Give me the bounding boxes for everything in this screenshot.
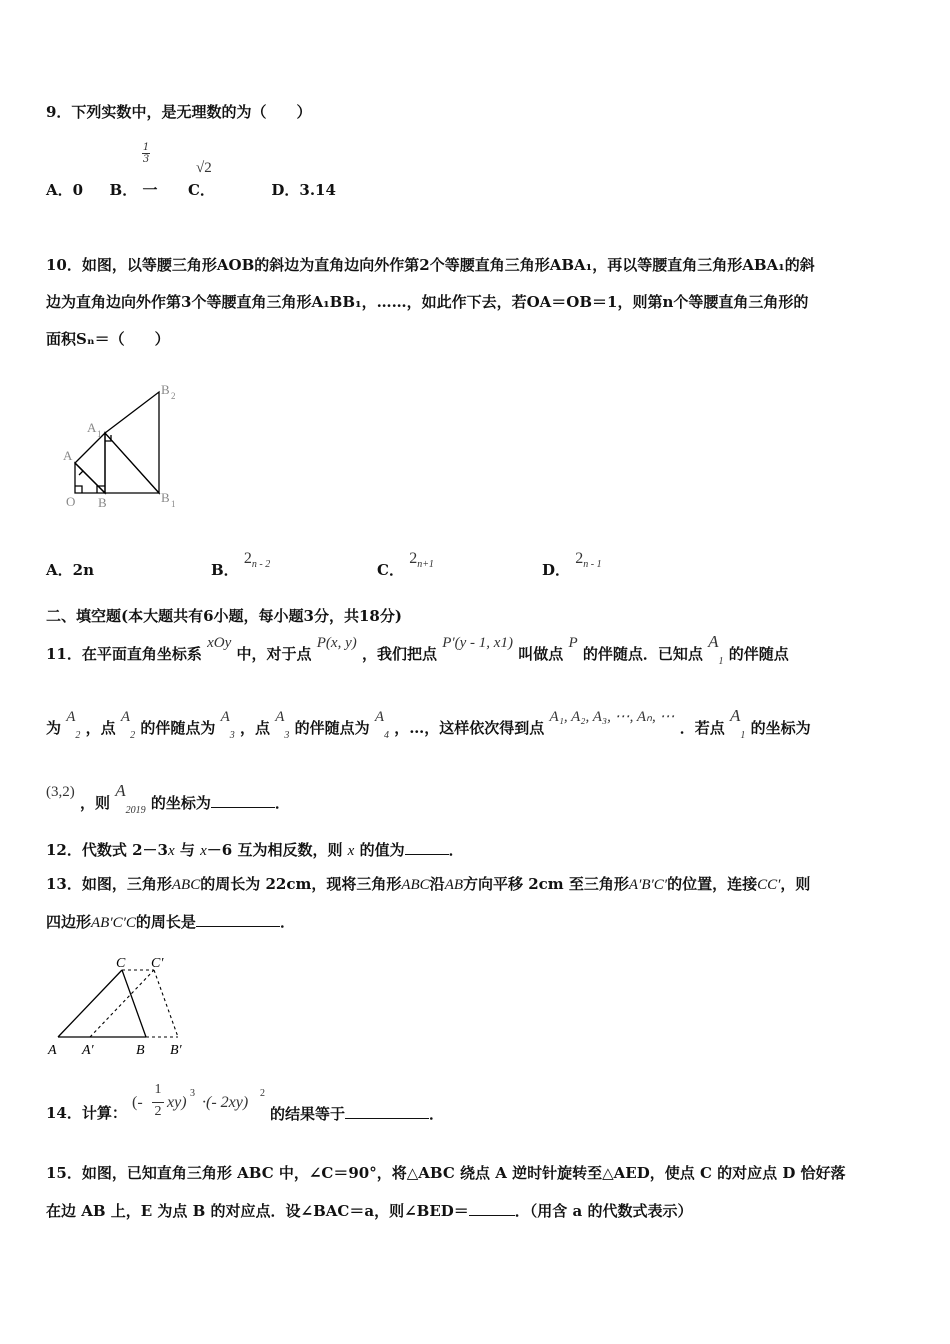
q9-option-a: A．0 (46, 181, 84, 199)
q9-stem: 9．下列实数中，是无理数的为（ ） (46, 103, 312, 121)
q10-option-c-base: 2 (409, 550, 418, 567)
q11-point-p-prime: P′(y - 1, x1) (442, 635, 513, 651)
triangle-aba1 (75, 433, 105, 493)
q10-option-b-base: 2 (243, 550, 252, 567)
q10-option-a: A．2n (46, 561, 94, 579)
label-c-prime: C′ (151, 956, 164, 971)
label-b1: B (161, 490, 170, 505)
label-a1-sub: 1 (97, 429, 102, 439)
q9-fraction (142, 142, 150, 165)
segment-ac (58, 970, 122, 1037)
section-2-title: 二、填空题(本大题共有6小题，每小题3分，共18分) (46, 607, 402, 625)
q10-option-c: C． $2^{n+1}$ (377, 550, 434, 579)
q14-frac-num: 1 (154, 1082, 162, 1097)
label-b-prime: B′ (170, 1043, 182, 1058)
label-a1: A (87, 420, 97, 435)
q11-sequence: A₁, A₂, A₃, ⋯, Aₙ, ⋯ (549, 709, 675, 725)
q9-options (46, 180, 336, 200)
q10-triangle-figure (55, 380, 190, 520)
segment-cb (122, 970, 146, 1037)
q10-option-d: D． 2$^{n - 1}$ (542, 550, 602, 579)
q13-line2: 四边形AB′C′C的周长是 ． (46, 913, 295, 931)
q13-answer-blank[interactable] (196, 911, 280, 927)
q11-answer-blank[interactable] (211, 792, 275, 808)
q10-line3: 面积Sₙ＝（ ） (46, 330, 170, 348)
q11-xoy: xOy (207, 635, 232, 651)
q10-option-b-exp: n - 2 (251, 559, 271, 570)
right-angle-a (79, 467, 83, 475)
q11-coordinate: (3,2) (46, 784, 75, 800)
label-b: B (136, 1043, 145, 1058)
q12-answer-blank[interactable] (405, 839, 449, 855)
q13-translation-figure (44, 950, 194, 1060)
q14-label: 14．计算： (46, 1104, 127, 1122)
label-b1-sub: 1 (171, 499, 176, 509)
q11-point-p: P(x, y) (316, 635, 357, 651)
q9-option-c: C． (187, 181, 215, 199)
q11-line2: 为 $A_2$ ，点 $A_2$ 的伴随点为 $A_3$ ，点 $A_3$ 的伴随点为 $A_4$ ，…，这样依次得到点 A₁, A₂, A₃, ⋯, Aₙ, ⋯ ．若点 $A_1$ 的坐标为 (46, 706, 811, 741)
q10-line1: 10．如图，以等腰三角形AOB的斜边为直角边向外作第2个等腰直角三角形ABA₁，再以等腰直角三角形ABA₁的斜 (46, 256, 815, 274)
label-o: O (66, 494, 76, 509)
q10-option-d-base: 2 (575, 550, 584, 567)
q12-line: 12．代数式 2－3x 与 x－6 互为相反数，则 x 的值为 ． (46, 841, 464, 859)
right-angle-o (75, 486, 82, 493)
q14-frac-den: 2 (154, 1104, 162, 1119)
triangle-a1b1b2 (105, 392, 159, 493)
segment-cpbp (154, 970, 178, 1037)
q10-option-c-exp: n+1 (417, 559, 434, 570)
label-b2: B (161, 382, 170, 397)
q13-line1: 13．如图，三角形ABC的周长为 22cm，现将三角形ABC沿AB方向平移 2cm 至三角形A′B′C′的位置，连接CC′，则 (46, 875, 811, 893)
q10-option-d-exp: n - 1 (583, 559, 602, 570)
q9-fraction-den: 3 (142, 154, 150, 165)
q15-line2: 在边 AB 上，E 为点 B 的对应点．设∠BAC＝a，则∠BED＝ ．（用含 a 的代数式表示） (46, 1202, 693, 1220)
q9-option-b: B． (109, 181, 138, 199)
q11-line3: (3,2) ，则 $A_{2019}$ 的坐标为 ． (46, 781, 290, 816)
label-b: B (98, 495, 107, 510)
label-b2-sub: 2 (171, 391, 176, 401)
q9-sqrt2: √2 (196, 160, 212, 176)
label-a: A (48, 1043, 57, 1058)
label-c: C (116, 956, 126, 971)
q15-answer-blank[interactable] (469, 1200, 515, 1216)
q9-fraction-num: 1 (142, 142, 150, 153)
segment-apcp (90, 970, 154, 1037)
label-a-prime: A′ (82, 1043, 94, 1058)
q9-option-d: D．3.14 (271, 181, 336, 199)
q10-option-b: B． 2$^{n - 2}$ (211, 550, 271, 579)
q9-option-b-dash: 一 (142, 181, 158, 199)
q11-line1: 11．在平面直角坐标系 xOy 中，对于点 P(x, y) ，我们把点 P′(y - 1, x1) 叫做点 P 的伴随点．已知点 $A_1$ 的伴随点 (46, 632, 789, 667)
label-a: A (63, 448, 73, 463)
q14-answer-blank[interactable] (345, 1103, 429, 1119)
q10-line2: 边为直角边向外作第3个等腰直角三角形A₁BB₁，……，如此作下去，若OA＝OB＝1，则第n个等腰直角三角形的 (46, 293, 809, 311)
q14-tail: 的结果等于 ． (270, 1105, 445, 1123)
q15-line1: 15．如图，已知直角三角形 ABC 中，∠C＝90°，将△ABC 绕点 A 逆时针旋转至△AED，使点 C 的对应点 D 恰好落 (46, 1164, 846, 1182)
